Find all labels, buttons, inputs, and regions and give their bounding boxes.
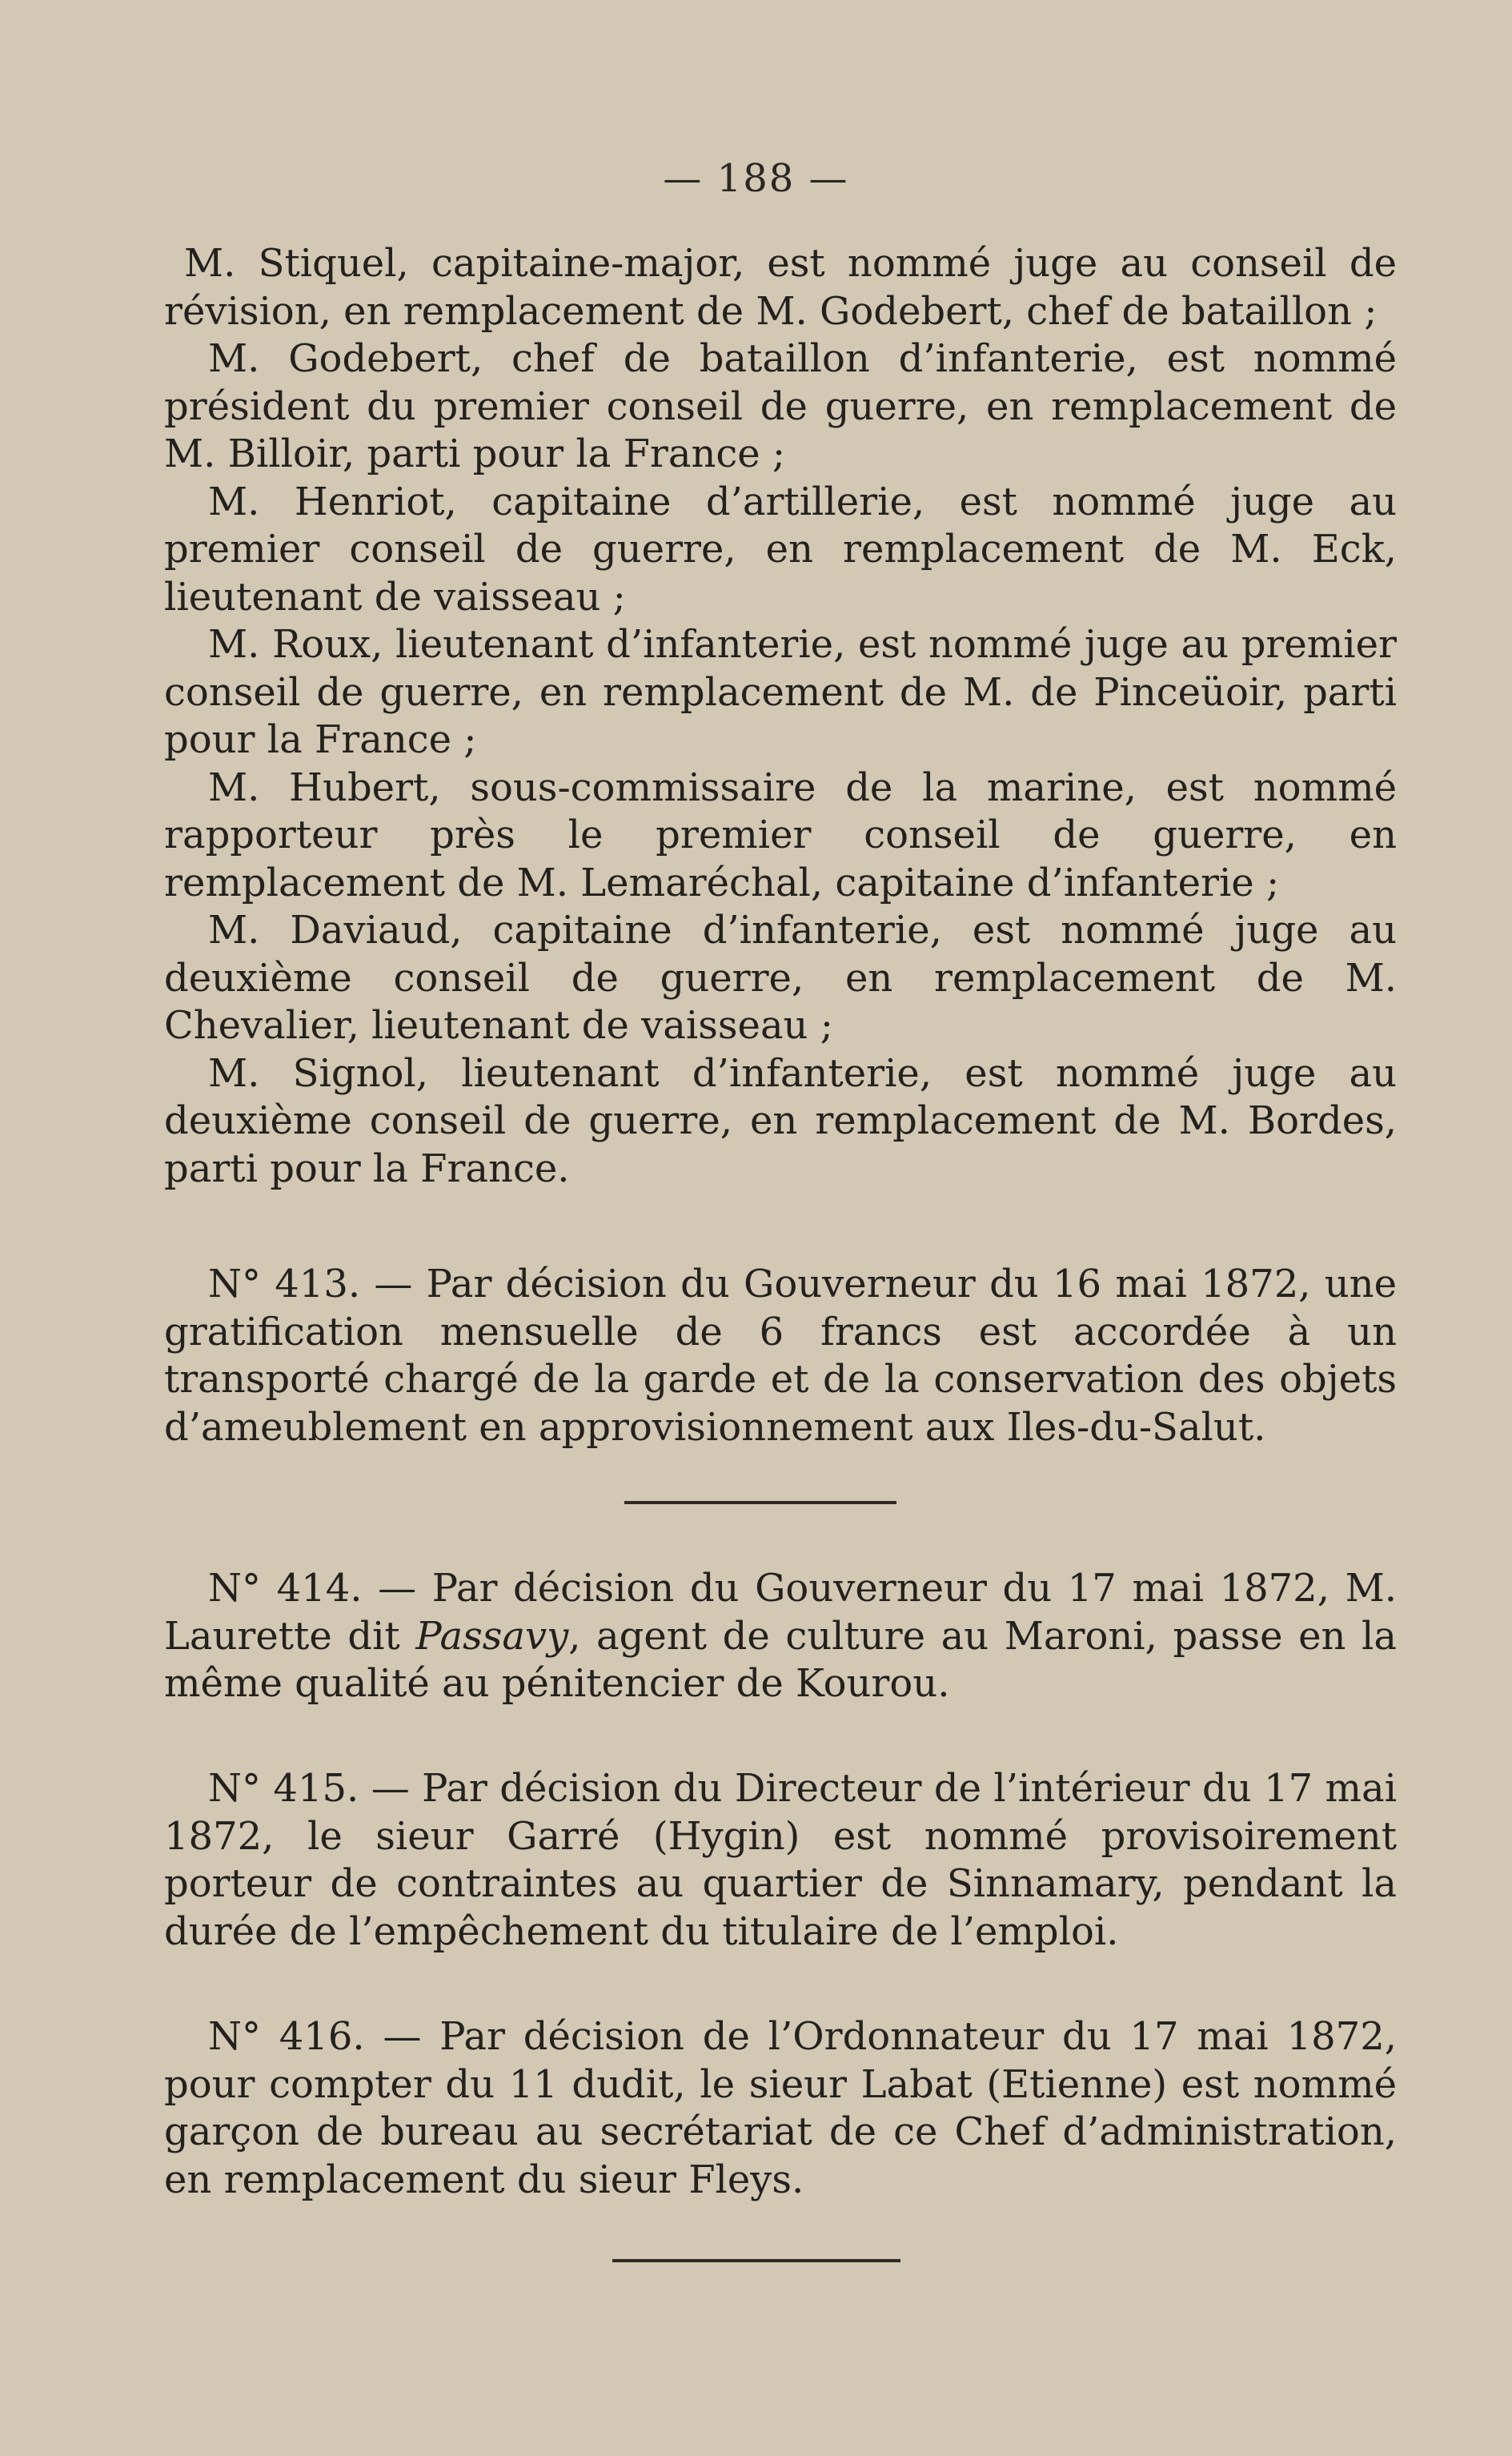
- decision-414-text-start: N° 414. — Par décision du Gouverneur du 17 mai 1872, M. Laurette dit: [164, 1566, 1397, 1659]
- decision-416-block: [164, 2013, 1397, 2204]
- paragraph-godebert: M. Godebert, chef de bataillon d’infanterie, est nommé président du premier conseil de guerre, en remplacement de M. Billoir, parti pour la France ;: [164, 336, 1397, 476]
- paragraph-hubert: M. Hubert, sous-commissaire de la marine, est nommé rapporteur près le premier conseil de guerre, en remplacement de M. Lemaréchal, capitaine d’infanterie ;: [164, 764, 1397, 905]
- paragraph-roux: M. Roux, lieutenant d’infanterie, est nommé juge au premier conseil de guerre, en remplacement de M. de Pinceüoir, parti pour la France ;: [164, 622, 1397, 762]
- decision-415-block: [164, 1765, 1397, 1956]
- separator-rule: [624, 1501, 896, 1504]
- decision-414-block: [164, 1565, 1397, 1708]
- decision-414-italic-name: Passavy: [415, 1613, 569, 1659]
- decision-416: N° 416. — Par décision de l’Ordonnateur du 17 mai 1872, pour compter du 11 dudit, le sieur Labat (Etienne) est nommé garçon de bureau au secrétariat de ce Chef d’administration, en remplacement du sieur Fleys.: [164, 2014, 1397, 2202]
- paragraph-daviaud: M. Daviaud, capitaine d’infanterie, est nommé juge au deuxième conseil de guerre, en remplacement de M. Chevalier, lieutenant de vaisseau ;: [164, 908, 1397, 1048]
- page-number: — 188 —: [663, 156, 849, 201]
- paragraph-signol: M. Signol, lieutenant d’infanterie, est nommé juge au deuxième conseil de guerre, en remplacement de M. Bordes, parti pour la France.: [164, 1050, 1397, 1191]
- decision-413: N° 413. — Par décision du Gouverneur du 16 mai 1872, une gratification mensuelle de 6 francs est accordée à un transporté chargé de la garde et de la conservation des objets d’ameublement en approvisionnement aux Iles-du-Salut.: [164, 1262, 1397, 1450]
- paragraph-stiquel: M. Stiquel, capitaine-major, est nommé juge au conseil de révision, en remplacement de M. Godebert, chef de bataillon ;: [164, 241, 1397, 334]
- paragraph-henriot: M. Henriot, capitaine d’artillerie, est nommé juge au premier conseil de guerre, en remplacement de M. Eck, lieutenant de vaisseau ;: [164, 479, 1397, 620]
- decision-414-text-end: , agent de culture au Maroni, passe en la même qualité au pénitencier de Kourou.: [164, 1613, 1398, 1706]
- decision-413-block: [164, 1261, 1397, 1451]
- end-rule: [612, 2259, 900, 2262]
- appointments-block: [164, 240, 1397, 1193]
- decision-415: N° 415. — Par décision du Directeur de l’intérieur du 17 mai 1872, le sieur Garré (Hygin) est nommé provisoirement porteur de contraintes au quartier de Sinnamary, pendant la durée de l’empêchement du titulaire de l’emploi.: [164, 1766, 1397, 1954]
- decision-414: [164, 1565, 1397, 1708]
